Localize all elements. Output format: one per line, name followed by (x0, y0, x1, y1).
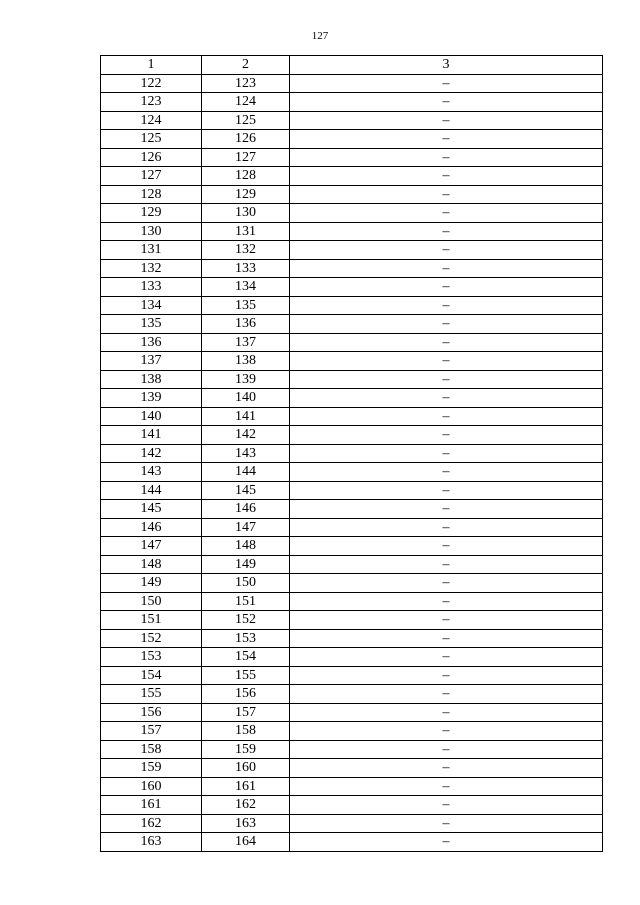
table-row (101, 574, 603, 593)
table-cell-col-1: 162 (101, 814, 202, 833)
table-row (101, 814, 603, 833)
table-cell-col-3: – (290, 481, 603, 500)
table-cell-col-1: 144 (101, 481, 202, 500)
table-cell-col-1: 139 (101, 389, 202, 408)
table-row (101, 592, 603, 611)
table-row (101, 722, 603, 741)
table-cell-col-1: 123 (101, 93, 202, 112)
table-cell-col-1: 141 (101, 426, 202, 445)
table-cell-col-3: – (290, 796, 603, 815)
table-cell-col-3: – (290, 833, 603, 852)
table-cell-col-2: 157 (202, 703, 290, 722)
table-row (101, 685, 603, 704)
table-row (101, 148, 603, 167)
table-row (101, 315, 603, 334)
table-cell-col-2: 149 (202, 555, 290, 574)
table-row (101, 204, 603, 223)
page-number: 127 (311, 30, 329, 42)
table-row (101, 463, 603, 482)
table-cell-col-3: – (290, 185, 603, 204)
table-cell-col-3: – (290, 814, 603, 833)
table-cell-col-3: – (290, 296, 603, 315)
table-cell-col-3: – (290, 592, 603, 611)
table-cell-col-2: 159 (202, 740, 290, 759)
table-cell-col-1: 145 (101, 500, 202, 519)
table-cell-col-2: 125 (202, 111, 290, 130)
table-cell-col-3: – (290, 130, 603, 149)
table-row (101, 740, 603, 759)
table-cell-col-2: 160 (202, 759, 290, 778)
table-cell-col-2: 130 (202, 204, 290, 223)
table-row (101, 444, 603, 463)
table-cell-col-2: 138 (202, 352, 290, 371)
table-row (101, 777, 603, 796)
table-cell-col-1: 148 (101, 555, 202, 574)
table-cell-col-3: – (290, 648, 603, 667)
table-row (101, 352, 603, 371)
table-cell-col-2: 163 (202, 814, 290, 833)
table-row (101, 703, 603, 722)
table-cell-col-2: 140 (202, 389, 290, 408)
table-cell-col-3: – (290, 222, 603, 241)
table-cell-col-1: 129 (101, 204, 202, 223)
table-cell-col-3: – (290, 444, 603, 463)
data-table (100, 55, 603, 852)
table-cell-col-2: 144 (202, 463, 290, 482)
table-cell-col-3: – (290, 148, 603, 167)
table-cell-col-1: 150 (101, 592, 202, 611)
table-cell-col-1: 151 (101, 611, 202, 630)
table-cell-col-3: – (290, 389, 603, 408)
table-cell-col-1: 137 (101, 352, 202, 371)
table-cell-col-1: 132 (101, 259, 202, 278)
table-cell-col-2: 155 (202, 666, 290, 685)
table-row (101, 833, 603, 852)
table-cell-col-3: – (290, 759, 603, 778)
table-cell-col-3: – (290, 611, 603, 630)
table-cell-col-2: 131 (202, 222, 290, 241)
table-row (101, 241, 603, 260)
column-header-3: 3 (290, 56, 603, 75)
table-cell-col-3: – (290, 426, 603, 445)
table-cell-col-1: 159 (101, 759, 202, 778)
table-cell-col-2: 132 (202, 241, 290, 260)
table-cell-col-2: 139 (202, 370, 290, 389)
table-row (101, 333, 603, 352)
table-row (101, 222, 603, 241)
table-cell-col-1: 124 (101, 111, 202, 130)
table-cell-col-3: – (290, 703, 603, 722)
table-cell-col-3: – (290, 500, 603, 519)
table-cell-col-1: 156 (101, 703, 202, 722)
table-cell-col-2: 127 (202, 148, 290, 167)
table-cell-col-1: 149 (101, 574, 202, 593)
table-cell-col-1: 135 (101, 315, 202, 334)
table-row (101, 629, 603, 648)
table-row (101, 518, 603, 537)
table-cell-col-2: 146 (202, 500, 290, 519)
table-cell-col-3: – (290, 74, 603, 93)
table-cell-col-1: 146 (101, 518, 202, 537)
table-cell-col-2: 147 (202, 518, 290, 537)
table-cell-col-1: 154 (101, 666, 202, 685)
table-cell-col-2: 148 (202, 537, 290, 556)
table-cell-col-2: 123 (202, 74, 290, 93)
table-cell-col-3: – (290, 370, 603, 389)
table-cell-col-1: 152 (101, 629, 202, 648)
table-cell-col-1: 138 (101, 370, 202, 389)
table-row (101, 426, 603, 445)
table-cell-col-3: – (290, 315, 603, 334)
table-row (101, 296, 603, 315)
table-cell-col-2: 162 (202, 796, 290, 815)
table-cell-col-2: 151 (202, 592, 290, 611)
table-row (101, 370, 603, 389)
table-cell-col-2: 156 (202, 685, 290, 704)
table-cell-col-3: – (290, 167, 603, 186)
table-row (101, 555, 603, 574)
table-row (101, 74, 603, 93)
table-cell-col-3: – (290, 407, 603, 426)
table-cell-col-3: – (290, 574, 603, 593)
table-cell-col-3: – (290, 777, 603, 796)
table-cell-col-3: – (290, 666, 603, 685)
table-cell-col-2: 161 (202, 777, 290, 796)
table-cell-col-2: 135 (202, 296, 290, 315)
table-cell-col-3: – (290, 463, 603, 482)
table-cell-col-1: 157 (101, 722, 202, 741)
table-row (101, 259, 603, 278)
table-cell-col-2: 153 (202, 629, 290, 648)
table-cell-col-1: 147 (101, 537, 202, 556)
table-row (101, 407, 603, 426)
table-cell-col-3: – (290, 740, 603, 759)
table-row (101, 648, 603, 667)
table-row (101, 130, 603, 149)
table-cell-col-1: 131 (101, 241, 202, 260)
table-row (101, 93, 603, 112)
table-cell-col-2: 124 (202, 93, 290, 112)
table-cell-col-2: 128 (202, 167, 290, 186)
table-cell-col-1: 155 (101, 685, 202, 704)
table-cell-col-1: 126 (101, 148, 202, 167)
table-row (101, 611, 603, 630)
table-row (101, 500, 603, 519)
table-cell-col-2: 143 (202, 444, 290, 463)
table-cell-col-3: – (290, 629, 603, 648)
table-cell-col-3: – (290, 259, 603, 278)
table-cell-col-1: 127 (101, 167, 202, 186)
table-cell-col-3: – (290, 111, 603, 130)
table-cell-col-1: 153 (101, 648, 202, 667)
table-cell-col-1: 128 (101, 185, 202, 204)
table-cell-col-1: 160 (101, 777, 202, 796)
table-row (101, 389, 603, 408)
table-cell-col-1: 122 (101, 74, 202, 93)
table-cell-col-1: 130 (101, 222, 202, 241)
table-row (101, 666, 603, 685)
table-cell-col-2: 137 (202, 333, 290, 352)
table-cell-col-3: – (290, 555, 603, 574)
table-cell-col-3: – (290, 278, 603, 297)
table-row (101, 481, 603, 500)
table-cell-col-2: 154 (202, 648, 290, 667)
table-cell-col-1: 140 (101, 407, 202, 426)
table-cell-col-1: 133 (101, 278, 202, 297)
table-row (101, 278, 603, 297)
table-cell-col-1: 163 (101, 833, 202, 852)
table-cell-col-3: – (290, 685, 603, 704)
table-cell-col-1: 161 (101, 796, 202, 815)
table-header-row (101, 56, 603, 75)
table-cell-col-2: 164 (202, 833, 290, 852)
table-row (101, 167, 603, 186)
table-cell-col-1: 142 (101, 444, 202, 463)
column-header-1: 1 (101, 56, 202, 75)
table-row (101, 185, 603, 204)
table-body (101, 74, 603, 851)
table-cell-col-2: 150 (202, 574, 290, 593)
table-cell-col-2: 152 (202, 611, 290, 630)
table-cell-col-2: 142 (202, 426, 290, 445)
column-header-2: 2 (202, 56, 290, 75)
table-cell-col-2: 145 (202, 481, 290, 500)
table-cell-col-3: – (290, 722, 603, 741)
table-cell-col-1: 136 (101, 333, 202, 352)
table-cell-col-3: – (290, 93, 603, 112)
table-cell-col-2: 133 (202, 259, 290, 278)
table-cell-col-3: – (290, 241, 603, 260)
table-cell-col-1: 143 (101, 463, 202, 482)
table-cell-col-2: 134 (202, 278, 290, 297)
table-row (101, 759, 603, 778)
table-cell-col-2: 126 (202, 130, 290, 149)
table-cell-col-2: 141 (202, 407, 290, 426)
table-row (101, 111, 603, 130)
table-cell-col-3: – (290, 204, 603, 223)
table-row (101, 796, 603, 815)
table-cell-col-1: 158 (101, 740, 202, 759)
table-cell-col-1: 134 (101, 296, 202, 315)
table-cell-col-3: – (290, 537, 603, 556)
table-row (101, 537, 603, 556)
table-cell-col-2: 129 (202, 185, 290, 204)
table-cell-col-3: – (290, 352, 603, 371)
table-cell-col-1: 125 (101, 130, 202, 149)
table-cell-col-3: – (290, 333, 603, 352)
table-cell-col-2: 136 (202, 315, 290, 334)
table-cell-col-3: – (290, 518, 603, 537)
table-cell-col-2: 158 (202, 722, 290, 741)
